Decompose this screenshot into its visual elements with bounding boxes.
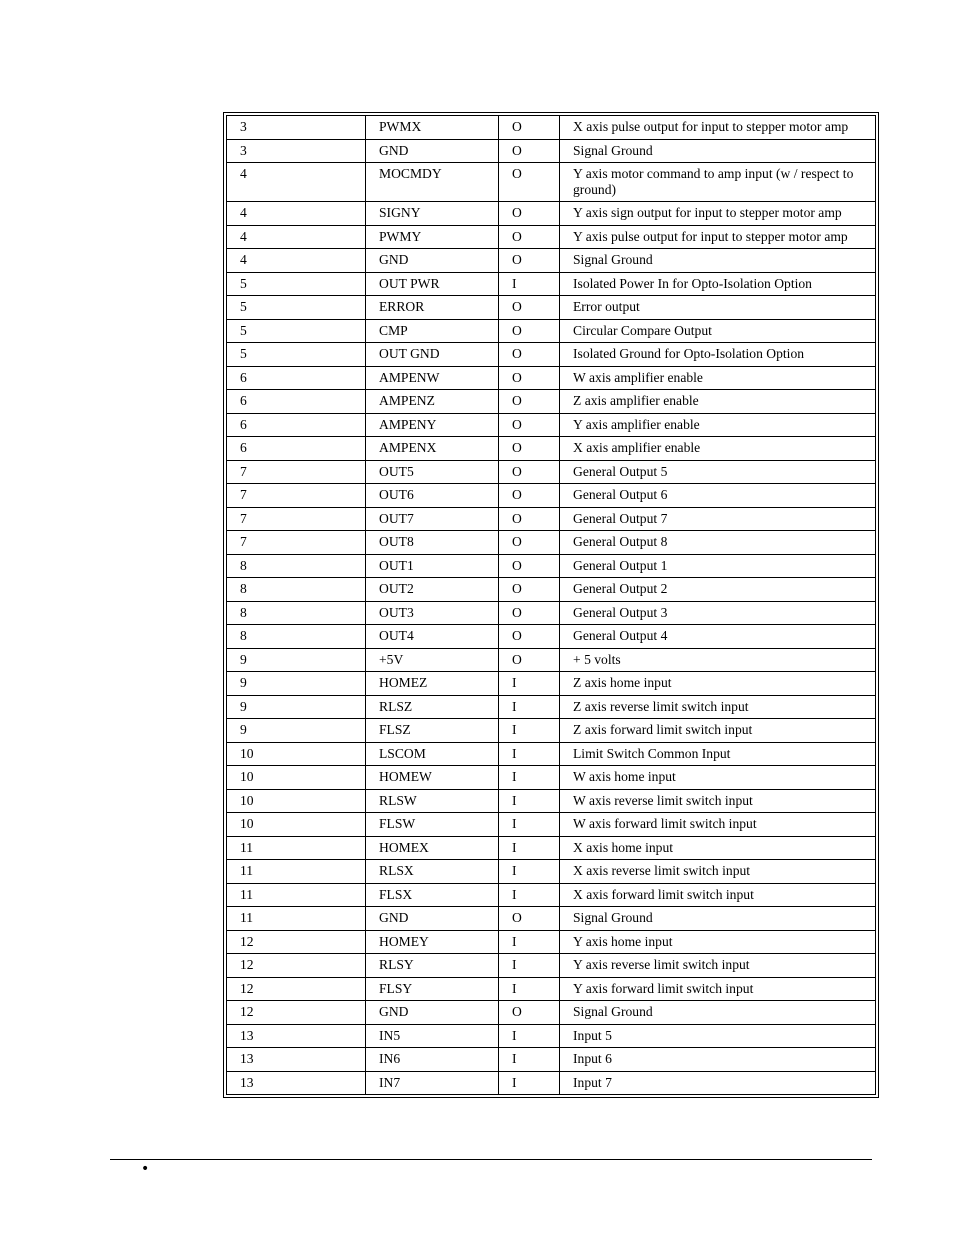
pin-number-cell: 5: [227, 343, 366, 367]
pin-number-cell: 4: [227, 225, 366, 249]
signal-name-cell: AMPENW: [366, 366, 499, 390]
footer-bullet: •: [141, 1161, 150, 1177]
table-row: [227, 390, 876, 414]
direction-cell: O: [499, 531, 560, 555]
table-row: [227, 413, 876, 437]
pin-number-cell: 8: [227, 601, 366, 625]
table-row: [227, 742, 876, 766]
description-cell: + 5 volts: [560, 648, 876, 672]
description-cell: X axis reverse limit switch input: [560, 860, 876, 884]
signal-name-cell: RLSX: [366, 860, 499, 884]
signal-name-cell: RLSW: [366, 789, 499, 813]
description-cell: X axis pulse output for input to stepper motor amp: [560, 116, 876, 140]
direction-cell: I: [499, 672, 560, 696]
direction-cell: O: [499, 625, 560, 649]
description-cell: Isolated Power In for Opto-Isolation Option: [560, 272, 876, 296]
signal-name-cell: HOMEZ: [366, 672, 499, 696]
description-cell: General Output 1: [560, 554, 876, 578]
direction-cell: O: [499, 437, 560, 461]
direction-cell: O: [499, 507, 560, 531]
signal-name-cell: RLSZ: [366, 695, 499, 719]
pin-number-cell: 5: [227, 272, 366, 296]
pin-number-cell: 7: [227, 460, 366, 484]
description-cell: General Output 3: [560, 601, 876, 625]
table-row: [227, 1071, 876, 1095]
table-row: [227, 789, 876, 813]
direction-cell: I: [499, 272, 560, 296]
description-cell: Signal Ground: [560, 139, 876, 163]
signal-name-cell: GND: [366, 1001, 499, 1025]
signal-name-cell: OUT1: [366, 554, 499, 578]
description-cell: Signal Ground: [560, 1001, 876, 1025]
pin-number-cell: 12: [227, 930, 366, 954]
description-cell: Y axis reverse limit switch input: [560, 954, 876, 978]
direction-cell: O: [499, 116, 560, 140]
pin-number-cell: 6: [227, 437, 366, 461]
pin-number-cell: 9: [227, 672, 366, 696]
footer-rule: [110, 1159, 872, 1160]
signal-name-cell: CMP: [366, 319, 499, 343]
description-cell: General Output 5: [560, 460, 876, 484]
signal-name-cell: OUT GND: [366, 343, 499, 367]
table-row: [227, 507, 876, 531]
direction-cell: O: [499, 601, 560, 625]
direction-cell: I: [499, 742, 560, 766]
pin-number-cell: 10: [227, 766, 366, 790]
pin-number-cell: 5: [227, 319, 366, 343]
pin-number-cell: 9: [227, 719, 366, 743]
direction-cell: O: [499, 319, 560, 343]
pin-number-cell: 6: [227, 390, 366, 414]
direction-cell: O: [499, 907, 560, 931]
pin-number-cell: 13: [227, 1024, 366, 1048]
signal-name-cell: OUT7: [366, 507, 499, 531]
pin-number-cell: 13: [227, 1048, 366, 1072]
description-cell: Circular Compare Output: [560, 319, 876, 343]
pin-number-cell: 7: [227, 507, 366, 531]
description-cell: W axis forward limit switch input: [560, 813, 876, 837]
description-cell: Limit Switch Common Input: [560, 742, 876, 766]
description-cell: Z axis reverse limit switch input: [560, 695, 876, 719]
pin-table-body: [227, 116, 876, 1095]
direction-cell: O: [499, 366, 560, 390]
signal-name-cell: IN7: [366, 1071, 499, 1095]
description-cell: X axis home input: [560, 836, 876, 860]
direction-cell: I: [499, 695, 560, 719]
pin-number-cell: 8: [227, 625, 366, 649]
table-row: [227, 648, 876, 672]
description-cell: W axis amplifier enable: [560, 366, 876, 390]
description-cell: X axis amplifier enable: [560, 437, 876, 461]
signal-name-cell: +5V: [366, 648, 499, 672]
pin-number-cell: 4: [227, 249, 366, 273]
table-row: [227, 695, 876, 719]
signal-name-cell: GND: [366, 139, 499, 163]
direction-cell: I: [499, 1071, 560, 1095]
signal-name-cell: IN5: [366, 1024, 499, 1048]
table-row: [227, 296, 876, 320]
pin-table: [226, 115, 876, 1095]
direction-cell: O: [499, 225, 560, 249]
table-row: [227, 601, 876, 625]
description-cell: Z axis forward limit switch input: [560, 719, 876, 743]
description-cell: W axis reverse limit switch input: [560, 789, 876, 813]
direction-cell: O: [499, 296, 560, 320]
table-row: [227, 625, 876, 649]
direction-cell: O: [499, 390, 560, 414]
pin-number-cell: 4: [227, 202, 366, 226]
table-row: [227, 836, 876, 860]
direction-cell: O: [499, 578, 560, 602]
direction-cell: I: [499, 1048, 560, 1072]
table-row: [227, 719, 876, 743]
table-row: [227, 531, 876, 555]
signal-name-cell: HOMEW: [366, 766, 499, 790]
signal-name-cell: FLSZ: [366, 719, 499, 743]
table-row: [227, 343, 876, 367]
direction-cell: O: [499, 249, 560, 273]
table-row: [227, 437, 876, 461]
direction-cell: O: [499, 163, 560, 202]
description-cell: Signal Ground: [560, 249, 876, 273]
signal-name-cell: AMPENY: [366, 413, 499, 437]
table-row: [227, 460, 876, 484]
table-row: [227, 484, 876, 508]
signal-name-cell: OUT6: [366, 484, 499, 508]
table-row: [227, 813, 876, 837]
table-row: [227, 116, 876, 140]
table-row: [227, 139, 876, 163]
direction-cell: I: [499, 789, 560, 813]
pin-number-cell: 7: [227, 531, 366, 555]
direction-cell: O: [499, 484, 560, 508]
signal-name-cell: RLSY: [366, 954, 499, 978]
signal-name-cell: FLSW: [366, 813, 499, 837]
signal-name-cell: OUT PWR: [366, 272, 499, 296]
pin-number-cell: 10: [227, 813, 366, 837]
description-cell: Y axis home input: [560, 930, 876, 954]
direction-cell: O: [499, 648, 560, 672]
pin-number-cell: 11: [227, 907, 366, 931]
direction-cell: I: [499, 977, 560, 1001]
table-row: [227, 977, 876, 1001]
description-cell: Input 7: [560, 1071, 876, 1095]
pin-number-cell: 4: [227, 163, 366, 202]
signal-name-cell: LSCOM: [366, 742, 499, 766]
signal-name-cell: PWMY: [366, 225, 499, 249]
pin-number-cell: 10: [227, 789, 366, 813]
direction-cell: I: [499, 954, 560, 978]
table-row: [227, 883, 876, 907]
pin-number-cell: 12: [227, 954, 366, 978]
description-cell: General Output 8: [560, 531, 876, 555]
direction-cell: I: [499, 813, 560, 837]
pin-number-cell: 7: [227, 484, 366, 508]
table-row: [227, 1024, 876, 1048]
description-cell: General Output 4: [560, 625, 876, 649]
direction-cell: I: [499, 860, 560, 884]
description-cell: Y axis amplifier enable: [560, 413, 876, 437]
description-cell: Y axis forward limit switch input: [560, 977, 876, 1001]
pin-number-cell: 6: [227, 366, 366, 390]
description-cell: Isolated Ground for Opto-Isolation Option: [560, 343, 876, 367]
signal-name-cell: GND: [366, 249, 499, 273]
signal-name-cell: OUT2: [366, 578, 499, 602]
signal-name-cell: ERROR: [366, 296, 499, 320]
table-row: [227, 907, 876, 931]
signal-name-cell: IN6: [366, 1048, 499, 1072]
direction-cell: I: [499, 766, 560, 790]
description-cell: Y axis pulse output for input to stepper motor amp: [560, 225, 876, 249]
description-cell: Y axis sign output for input to stepper motor amp: [560, 202, 876, 226]
table-row: [227, 272, 876, 296]
signal-name-cell: HOMEY: [366, 930, 499, 954]
table-row: [227, 672, 876, 696]
description-cell: Y axis motor command to amp input (w / respect to ground): [560, 163, 876, 202]
description-cell: Input 5: [560, 1024, 876, 1048]
direction-cell: O: [499, 1001, 560, 1025]
table-row: [227, 163, 876, 202]
signal-name-cell: FLSX: [366, 883, 499, 907]
signal-name-cell: FLSY: [366, 977, 499, 1001]
signal-name-cell: OUT3: [366, 601, 499, 625]
pin-number-cell: 6: [227, 413, 366, 437]
pin-number-cell: 9: [227, 648, 366, 672]
direction-cell: O: [499, 413, 560, 437]
pin-number-cell: 11: [227, 883, 366, 907]
direction-cell: O: [499, 343, 560, 367]
table-row: [227, 766, 876, 790]
pin-number-cell: 3: [227, 139, 366, 163]
table-row: [227, 319, 876, 343]
direction-cell: I: [499, 719, 560, 743]
direction-cell: I: [499, 1024, 560, 1048]
table-row: [227, 225, 876, 249]
description-cell: Input 6: [560, 1048, 876, 1072]
table-row: [227, 954, 876, 978]
description-cell: Z axis home input: [560, 672, 876, 696]
direction-cell: O: [499, 202, 560, 226]
pin-number-cell: 9: [227, 695, 366, 719]
signal-name-cell: SIGNY: [366, 202, 499, 226]
signal-name-cell: HOMEX: [366, 836, 499, 860]
description-cell: Z axis amplifier enable: [560, 390, 876, 414]
direction-cell: O: [499, 139, 560, 163]
description-cell: General Output 2: [560, 578, 876, 602]
pin-number-cell: 12: [227, 977, 366, 1001]
pin-number-cell: 3: [227, 116, 366, 140]
signal-name-cell: OUT5: [366, 460, 499, 484]
table-row: [227, 578, 876, 602]
description-cell: General Output 7: [560, 507, 876, 531]
pin-number-cell: 11: [227, 860, 366, 884]
pin-number-cell: 13: [227, 1071, 366, 1095]
description-cell: Signal Ground: [560, 907, 876, 931]
pin-number-cell: 12: [227, 1001, 366, 1025]
pin-number-cell: 8: [227, 578, 366, 602]
direction-cell: O: [499, 460, 560, 484]
pin-number-cell: 11: [227, 836, 366, 860]
direction-cell: O: [499, 554, 560, 578]
table-row: [227, 930, 876, 954]
description-cell: W axis home input: [560, 766, 876, 790]
pin-table-frame: [223, 112, 879, 1098]
signal-name-cell: OUT8: [366, 531, 499, 555]
table-row: [227, 249, 876, 273]
table-row: [227, 202, 876, 226]
signal-name-cell: PWMX: [366, 116, 499, 140]
direction-cell: I: [499, 883, 560, 907]
signal-name-cell: OUT4: [366, 625, 499, 649]
pin-number-cell: 5: [227, 296, 366, 320]
signal-name-cell: GND: [366, 907, 499, 931]
signal-name-cell: MOCMDY: [366, 163, 499, 202]
table-row: [227, 366, 876, 390]
signal-name-cell: AMPENZ: [366, 390, 499, 414]
pin-number-cell: 8: [227, 554, 366, 578]
table-row: [227, 1048, 876, 1072]
pin-number-cell: 10: [227, 742, 366, 766]
table-row: [227, 554, 876, 578]
table-row: [227, 1001, 876, 1025]
table-row: [227, 860, 876, 884]
description-cell: General Output 6: [560, 484, 876, 508]
direction-cell: I: [499, 836, 560, 860]
description-cell: Error output: [560, 296, 876, 320]
description-cell: X axis forward limit switch input: [560, 883, 876, 907]
direction-cell: I: [499, 930, 560, 954]
signal-name-cell: AMPENX: [366, 437, 499, 461]
